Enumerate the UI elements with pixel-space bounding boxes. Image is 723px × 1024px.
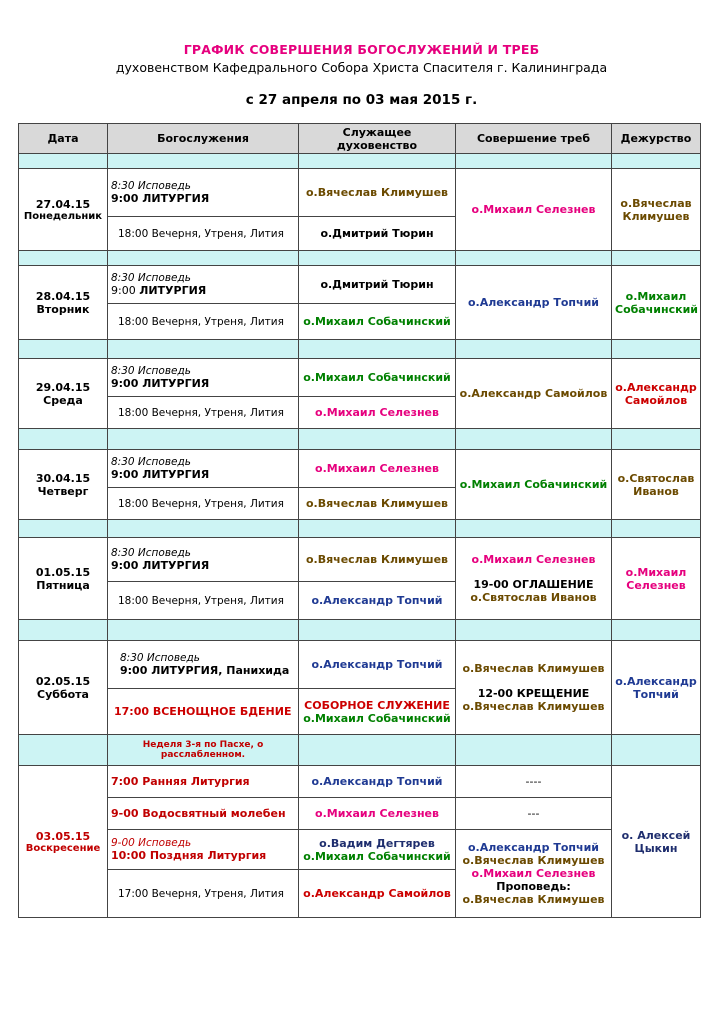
duty-cell: о.Михаил Собачинский bbox=[612, 266, 701, 340]
confession-time: 8:30 Исповедь bbox=[111, 456, 191, 468]
date-cell bbox=[19, 766, 108, 918]
late-liturgy-priest-2: о.Михаил Собачинский bbox=[303, 849, 451, 863]
treby-priest: о.Михаил Селезнев bbox=[471, 553, 596, 566]
table-row bbox=[19, 266, 701, 304]
date: 02.05.15 bbox=[35, 674, 91, 688]
sermon-label: Проповедь: bbox=[496, 880, 571, 893]
weekday: Четверг bbox=[37, 484, 89, 498]
col-header-clergy: Служащее духовенство bbox=[299, 124, 456, 154]
date: 27.04.15 bbox=[35, 197, 91, 211]
spacer-row bbox=[19, 620, 701, 641]
table-row bbox=[19, 830, 701, 870]
late-liturgy-clergy bbox=[299, 830, 456, 870]
col-header-services: Богослужения bbox=[108, 124, 299, 154]
early-liturgy-clergy: о.Александр Топчий bbox=[299, 766, 456, 798]
liturgy-time: 9:00 ЛИТУРГИЯ bbox=[111, 559, 210, 572]
spacer-row bbox=[19, 340, 701, 359]
water-blessing-clergy: о.Михаил Селезнев bbox=[299, 798, 456, 830]
date-cell bbox=[19, 538, 108, 620]
morning-service bbox=[108, 266, 299, 304]
evening-service: 17:00 ВСЕНОЩНОЕ БДЕНИЕ bbox=[108, 689, 299, 735]
morning-service bbox=[108, 641, 299, 689]
spacer-row bbox=[19, 251, 701, 266]
morning-service bbox=[108, 450, 299, 488]
treby-cell: о.Михаил Собачинский bbox=[456, 450, 612, 520]
liturgy-time: 9:00 ЛИТУРГИЯ bbox=[111, 468, 210, 481]
spacer-row bbox=[19, 154, 701, 169]
col-header-duty: Дежурство bbox=[612, 124, 701, 154]
evening-service: 17:00 Вечерня, Утреня, Лития bbox=[108, 870, 299, 918]
evening-service: 18:00 Вечерня, Утреня, Лития bbox=[108, 488, 299, 520]
morning-clergy: о.Михаил Собачинский bbox=[299, 359, 456, 397]
duty-cell: о.Михаил Селезнев bbox=[612, 538, 701, 620]
evening-clergy: о.Александр Самойлов bbox=[299, 870, 456, 918]
weekday: Пятница bbox=[36, 578, 90, 592]
morning-service bbox=[108, 169, 299, 217]
baptism-priest: о.Вячеслав Климушев bbox=[462, 700, 605, 713]
liturgy-label: ЛИТУРГИЯ bbox=[139, 284, 207, 297]
evening-service: 18:00 Вечерня, Утреня, Лития bbox=[108, 582, 299, 620]
weekday: Суббота bbox=[37, 687, 89, 701]
confession-time: 8:30 Исповедь bbox=[111, 547, 191, 559]
table-row bbox=[19, 169, 701, 217]
page-title: ГРАФИК СОВЕРШЕНИЯ БОГОСЛУЖЕНИЙ И ТРЕБ bbox=[183, 42, 540, 57]
table-row bbox=[19, 538, 701, 582]
evening-clergy bbox=[299, 689, 456, 735]
confession-time: 8:30 Исповедь bbox=[111, 180, 191, 192]
morning-service bbox=[108, 538, 299, 582]
early-liturgy-treby: ---- bbox=[456, 766, 612, 798]
evening-service: 18:00 Вечерня, Утреня, Лития bbox=[108, 304, 299, 340]
sunday-note-row bbox=[19, 735, 701, 766]
spacer-row bbox=[19, 429, 701, 450]
morning-clergy: о.Вячеслав Климушев bbox=[299, 538, 456, 582]
treby-priest-3: о.Михаил Селезнев bbox=[471, 867, 596, 880]
morning-clergy: о.Дмитрий Тюрин bbox=[299, 266, 456, 304]
date-cell bbox=[19, 641, 108, 735]
confession-time: 8:30 Исповедь bbox=[111, 272, 191, 284]
baptism-time: 12-00 КРЕЩЕНИЕ bbox=[477, 687, 590, 700]
water-blessing: 9-00 Водосвятный молебен bbox=[108, 798, 299, 830]
evening-clergy: о.Александр Топчий bbox=[299, 582, 456, 620]
date: 30.04.15 bbox=[35, 471, 91, 485]
evening-priest: о.Михаил Собачинский bbox=[303, 711, 451, 725]
weekday: Вторник bbox=[36, 302, 90, 316]
joint-service: СОБОРНОЕ СЛУЖЕНИЕ bbox=[304, 698, 450, 712]
morning-service bbox=[108, 359, 299, 397]
liturgy-time: 9:00 ЛИТУРГИЯ, Панихида bbox=[120, 664, 290, 677]
late-liturgy-time: 10:00 Поздняя Литургия bbox=[111, 849, 267, 862]
evening-clergy: о.Вячеслав Климушев bbox=[299, 488, 456, 520]
date-cell bbox=[19, 169, 108, 251]
table-row bbox=[19, 641, 701, 689]
evening-clergy: о.Дмитрий Тюрин bbox=[299, 217, 456, 251]
liturgy-time: 9:00 ЛИТУРГИЯ bbox=[111, 192, 210, 205]
liturgy-time: 9:00 ЛИТУРГИЯ bbox=[111, 377, 210, 390]
confession-time: 8:30 Исповедь bbox=[111, 365, 191, 377]
date: 29.04.15 bbox=[35, 380, 91, 394]
catechesis-time: 19-00 ОГЛАШЕНИЕ bbox=[473, 578, 594, 591]
date-cell bbox=[19, 450, 108, 520]
evening-clergy: о.Михаил Собачинский bbox=[299, 304, 456, 340]
col-header-date: Дата bbox=[19, 124, 108, 154]
evening-service: 18:00 Вечерня, Утреня, Лития bbox=[108, 217, 299, 251]
table-row bbox=[19, 359, 701, 397]
spacer-row bbox=[19, 520, 701, 538]
date-range: с 27 апреля по 03 мая 2015 г. bbox=[245, 92, 478, 108]
date: 01.05.15 bbox=[35, 565, 91, 579]
treby-priest: о.Вячеслав Климушев bbox=[462, 662, 605, 675]
treby-cell bbox=[456, 641, 612, 735]
sermon-priest: о.Вячеслав Климушев bbox=[462, 893, 605, 906]
evening-service: 18:00 Вечерня, Утреня, Лития bbox=[108, 397, 299, 429]
weekday: Среда bbox=[43, 393, 83, 407]
date: 03.05.15 bbox=[35, 829, 91, 843]
duty-cell: о.Александр Самойлов bbox=[612, 359, 701, 429]
confession-time: 9-00 Исповедь bbox=[111, 837, 192, 849]
date-cell bbox=[19, 266, 108, 340]
treby-priest-1: о.Александр Топчий bbox=[468, 841, 599, 854]
weekday: Воскресение bbox=[25, 842, 101, 854]
col-header-treby: Совершение треб bbox=[456, 124, 612, 154]
morning-clergy: о.Вячеслав Климушев bbox=[299, 169, 456, 217]
treby-cell bbox=[456, 538, 612, 620]
sunday-treby-cell bbox=[456, 830, 612, 918]
late-liturgy bbox=[108, 830, 299, 870]
date-cell bbox=[19, 359, 108, 429]
morning-clergy: о.Михаил Селезнев bbox=[299, 450, 456, 488]
table-header-row bbox=[19, 124, 701, 154]
table-row bbox=[19, 798, 701, 830]
treby-cell: о.Александр Топчий bbox=[456, 266, 612, 340]
liturgy-hour: 9:00 bbox=[111, 284, 140, 297]
duty-cell: о.Святослав Иванов bbox=[612, 450, 701, 520]
table-row bbox=[19, 450, 701, 488]
duty-cell: о. Алексей Цыкин bbox=[612, 766, 701, 918]
water-blessing-treby: --- bbox=[456, 798, 612, 830]
weekday: Понедельник bbox=[23, 210, 103, 222]
early-liturgy: 7:00 Ранняя Литургия bbox=[108, 766, 299, 798]
late-liturgy-priest-1: о.Вадим Дегтярев bbox=[319, 836, 435, 850]
treby-cell: о.Михаил Селезнев bbox=[456, 169, 612, 251]
table-row bbox=[19, 766, 701, 798]
duty-cell: о.Вячеслав Климушев bbox=[612, 169, 701, 251]
sunday-note: Неделя 3-я по Пасхе, о расслабленном. bbox=[108, 735, 299, 766]
schedule-table bbox=[18, 123, 701, 918]
duty-cell: о.Александр Топчий bbox=[612, 641, 701, 735]
morning-clergy: о.Александр Топчий bbox=[299, 641, 456, 689]
evening-clergy: о.Михаил Селезнев bbox=[299, 397, 456, 429]
page-subtitle: духовенством Кафедрального Собора Христа Спасителя г. Калининграда bbox=[115, 60, 608, 75]
treby-priest-2: о.Вячеслав Климушев bbox=[462, 854, 605, 867]
catechesis-priest: о.Святослав Иванов bbox=[470, 591, 597, 604]
date: 28.04.15 bbox=[35, 289, 91, 303]
confession-time: 8:30 Исповедь bbox=[120, 652, 200, 664]
treby-cell: о.Александр Самойлов bbox=[456, 359, 612, 429]
